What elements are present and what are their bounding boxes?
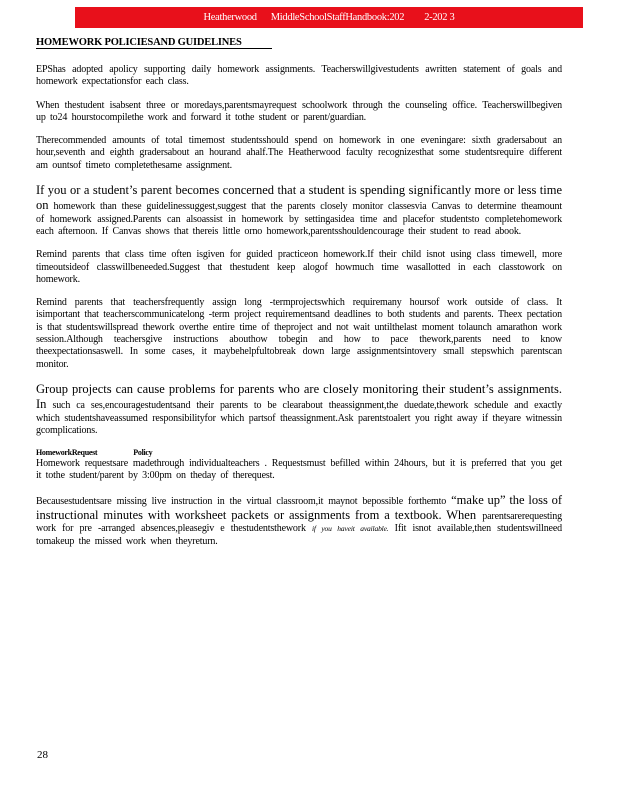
paragraph-virtual-start: Becausestudentsare missing live instruction in the virtual classroom,it maynot bepossible forthemto — [36, 495, 447, 507]
subhead-right: Policy — [133, 448, 153, 458]
paragraph-virtual-big: “make up” the loss of instructional minutes with worksheet packets or assignments from a textbook. When — [36, 492, 562, 523]
paragraph-virtual-classroom — [36, 493, 562, 548]
header-handbook-name: MiddleSchoolStaffHandbook:202 — [270, 12, 405, 23]
paragraph-group-projects — [36, 382, 562, 437]
paragraph-recommended-time: Therecommended amounts of total timemost studentsshould spend on homework in one eveningare: sixth gradersabout an hour,seventh and eighth gradersabout an hourand ahalf.The Heatherwood faculty recognizesthat some studentsrequire different am ountsof timeto completethesame assignment. — [36, 135, 562, 171]
document-body — [36, 64, 562, 559]
paragraph-parent-concern-rest: homework than these guidelinessuggest,suggest that the parents closely monitor classesvia Canvas to determine theamount of homework assigned.Parents can alsoassist in homework by settingasidea time and placefor studentsto completehomework each afternoon. If Canvas shows that thereis little orno homework,parentsshouldencourage their student to read abook. — [36, 201, 562, 237]
header-year: 2-202 3 — [424, 12, 455, 23]
paragraph-group-projects-rest: such ca ses,encouragestudentsand their parents to be clearabout theassignment,the duedate,thework schedule and exactly which studentshaveassumed responsibilityfor which partsof theassignment.Ask parentstoalert you right away if theyare witnessin gcomplications. — [36, 400, 562, 436]
subhead-left: HomeworkRequest — [36, 448, 98, 458]
paragraph-homework-policy: EPShas adopted apolicy supporting daily homework assignments. Teacherswillgivestudents awritten statement of goals and homework expectationsfor each class. — [36, 64, 562, 88]
paragraph-long-term-projects: Remind parents that teachersfrequently assign long -termprojectswhich requiremany hoursof work outside of class. It isimportant that teacherscommunicatelong -term project requirementsand deadlines to both students and parents. Theex pectation is that studentswillspread thework overthe entire time of theproject and not wait untilthelast moment tolaunch amarathon work session.Although teachersgive instructions abouthow tobegin and how to pace thework,parents need to know theexpectationsaswell. In some cases, it maybehelpfultobreak down large assignmentsintovery small stepswhich parentscan monitor. — [36, 297, 562, 370]
paragraph-class-time: Remind parents that class time often isgiven for guided practiceon homework.If their child isnot using class timewell, more timeoutsideof classwillbeneeded.Suggest that thestudent keep alogof howmuch time wasallotted in each classtowork on homework. — [36, 249, 562, 285]
paragraph-virtual-mid: parentsarerequesting work for pre -arranged absences,pleasegiv e thestudentsthework — [36, 511, 562, 535]
paragraph-request-timing: Homework requestsare madethrough individualteachers . Requestsmust befilled within 24hours, but it is preferred that you get it tothe student/parent by 3:00pm on theday of therequest. — [36, 458, 562, 482]
paragraph-parent-concern — [36, 183, 562, 238]
paragraph-absence-requests: When thestudent isabsent three or moredays,parentsmayrequest schoolwork through the counseling office. Teacherswillbegiven up to24 hourstocompilethe work and forward it tothe student or parent/guardian. — [36, 99, 562, 123]
paragraph-parent-concern-lead: If you or a student’s parent becomes concerned that a student is spending significantly more or less time on — [36, 183, 562, 213]
handbook-header-bar — [75, 7, 583, 28]
page-number: 28 — [37, 749, 48, 761]
header-school: Heatherwood — [203, 12, 257, 23]
paragraph-virtual-italic: if you haveit available. — [311, 524, 389, 534]
paragraph-virtual-end: Ifit isnot available,then studentswillneed tomakeup the missed work when theyreturn. — [36, 523, 562, 547]
paragraph-group-projects-lead: Group projects can cause problems for parents who are closely monitoring their student’s assignments. In — [36, 381, 562, 412]
homework-request-policy-heading — [36, 448, 562, 457]
page-title: HOMEWORK POLICIESAND GUIDELINES — [36, 37, 272, 49]
